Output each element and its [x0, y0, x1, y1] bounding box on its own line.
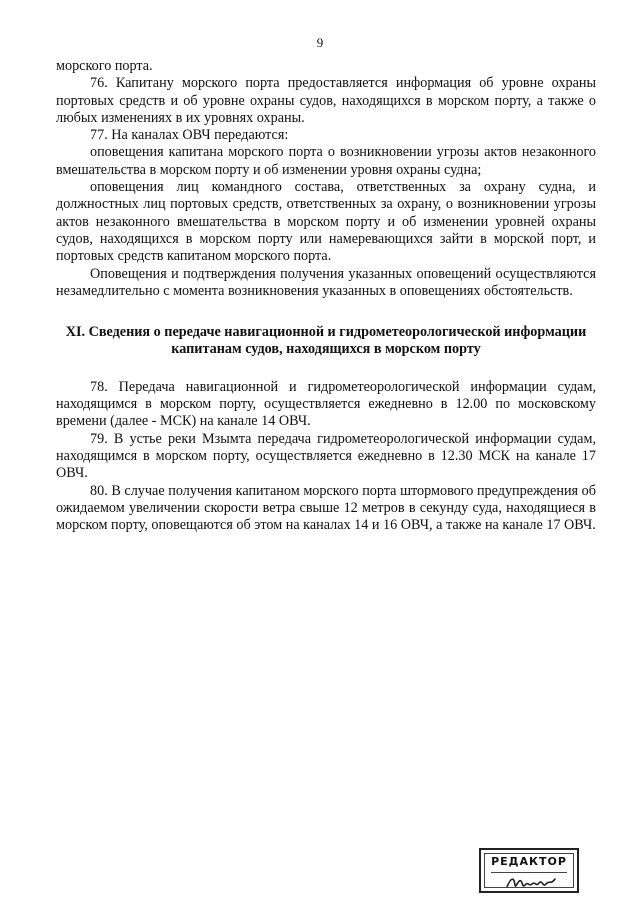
- page-number: 9: [316, 35, 324, 50]
- stamp-divider: [491, 872, 567, 873]
- stamp-label: РЕДАКТОР: [491, 855, 567, 868]
- paragraph: оповещения лиц командного состава, ответственных за охрану судна, и должностных лиц портовых средств, ответственных за охрану, о возникновении угрозы актов незаконного вмешательства в морском порту и об изменении уровней охраны судов, находящихся в морском порту или намеревающихся зайти в морской порт, и портовых средств капитаном морского порта.: [56, 179, 596, 265]
- paragraph: морского порта.: [56, 58, 153, 74]
- paragraphs-bottom: [56, 379, 596, 535]
- paragraph: 80. В случае получения капитаном морского порта штормового предупреждения об ожидаемом увеличении скорости ветра свыше 12 метров в секунду суда, находящиеся в морском порту, оповещаются об этом на каналах 14 и 16 ОВЧ, а также на канале 17 ОВЧ.: [56, 482, 596, 534]
- signature-icon: [505, 873, 557, 891]
- editor-stamp: [479, 848, 579, 893]
- paragraph: 76. Капитану морского порта предоставляется информация об уровне охраны портовых средств и об уровне охраны судов, находящихся в морском порту, а также о любых изменениях в их уровнях охраны.: [56, 75, 596, 126]
- paragraph: оповещения капитана морского порта о возникновении угрозы актов незаконного вмешательства в морском порту и об изменении уровня охраны судна;: [56, 144, 596, 178]
- paragraph: 79. В устье реки Мзымта передача гидрометеорологической информации судам, находящимся в морском порту, осуществляется ежедневно в 12.30 МСК на канале 17 ОВЧ.: [56, 430, 596, 482]
- document-body: [56, 58, 596, 534]
- paragraph: 77. На каналах ОВЧ передаются:: [90, 127, 289, 144]
- paragraph: 78. Передача навигационной и гидрометеорологической информации судам, находящимся в морском порту, осуществляется ежедневно в 12.00 по московскому времени (далее - МСК) на канале 14 ОВЧ.: [56, 378, 596, 430]
- paragraphs-top: [56, 58, 596, 300]
- section-heading: XI. Сведения о передаче навигационной и гидрометеорологической информации капитанам судов, находящихся в морском порту: [65, 324, 587, 358]
- paragraph: Оповещения и подтверждения получения указанных оповещений осуществляются незамедлительно с момента возникновения указанных в оповещениях обстоятельств.: [56, 265, 596, 299]
